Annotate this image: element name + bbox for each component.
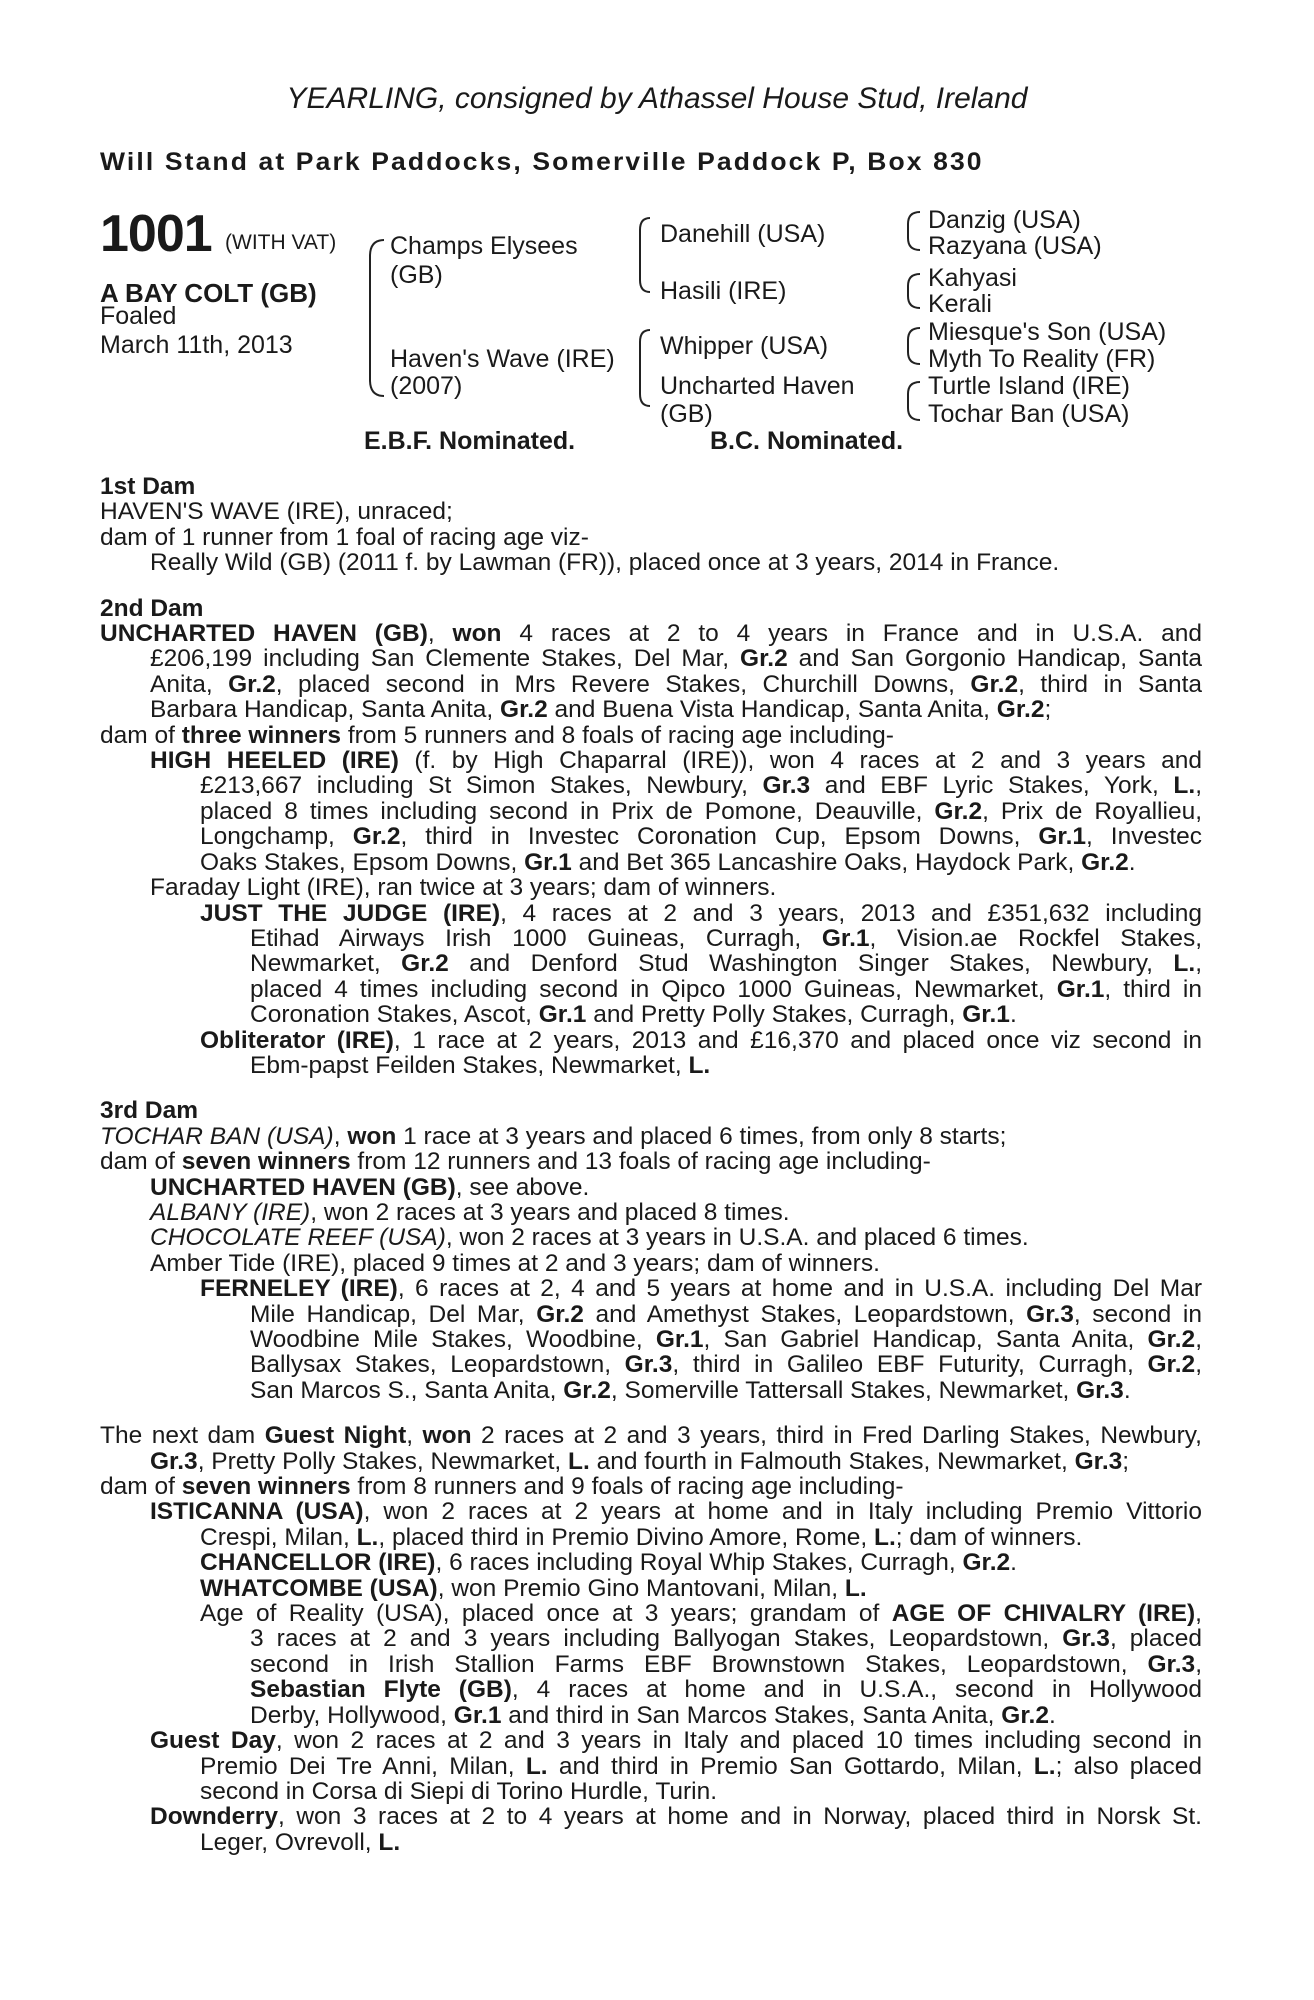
gen3-4: Kerali: [928, 290, 992, 318]
gen3-1: Danzig (USA): [928, 206, 1081, 234]
first-dam-line: HAVEN'S WAVE (IRE), unraced;: [100, 498, 453, 526]
foaled-label: Foaled: [100, 302, 177, 330]
gen3-5: Miesque's Son (USA): [928, 318, 1167, 346]
catalogue-body: [100, 474, 1202, 1855]
second-dam-line: Longchamp, Gr.2, third in Investec Coronation Cup, Epsom Downs, Gr.1, Investec: [200, 823, 1203, 851]
sire-dam: Hasili (IRE): [660, 277, 787, 305]
lot-title: A BAY COLT (GB): [100, 278, 317, 308]
next-dam-line: second in Irish Stallion Farms EBF Brownstown Stakes, Leopardstown, Gr.3,: [250, 1650, 1202, 1678]
second-dam-line: Newmarket, Gr.2 and Denford Stud Washington Singer Stakes, Newbury, L.,: [250, 950, 1202, 978]
next-dam-line: 3 races at 2 and 3 years including Ballyogan Stakes, Leopardstown, Gr.3, placed: [250, 1625, 1202, 1653]
third-dam-line: FERNELEY (IRE), 6 races at 2, 4 and 5 years at home and in U.S.A. including Del Mar: [200, 1275, 1202, 1303]
sire-sire: Danehill (USA): [660, 220, 826, 248]
page-subtitle: YEARLING, consigned by Athassel House Stud, Ireland: [286, 82, 1028, 115]
gen3-3: Kahyasi: [928, 264, 1017, 292]
vat-note: (WITH VAT): [225, 231, 337, 254]
sire-name: Champs Elysees: [390, 232, 578, 260]
bc-nomination: B.C. Nominated.: [710, 427, 904, 455]
next-dam-line: Leger, Ovrevoll, L.: [200, 1828, 401, 1856]
second-dam-line: UNCHARTED HAVEN (GB), won 4 races at 2 to 4 years in France and in U.S.A. and: [100, 620, 1202, 648]
next-dam-line: Gr.3, Pretty Polly Stakes, Newmarket, L. and fourth in Falmouth Stakes, Newmarket, Gr.3;: [150, 1447, 1130, 1475]
second-dam-line: Faraday Light (IRE), ran twice at 3 years; dam of winners.: [150, 874, 777, 902]
next-dam-line: Age of Reality (USA), placed once at 3 years; grandam of AGE OF CHIVALRY (IRE),: [200, 1600, 1202, 1628]
third-dam-line: UNCHARTED HAVEN (GB), see above.: [150, 1173, 590, 1201]
bracket-gen3-b: [908, 274, 920, 308]
gen3-8: Tochar Ban (USA): [928, 400, 1130, 428]
third-dam-line: San Marcos S., Santa Anita, Gr.2, Somerville Tattersall Stakes, Newmarket, Gr.3.: [250, 1376, 1131, 1404]
second-dam-line: Oaks Stakes, Epsom Downs, Gr.1 and Bet 365 Lancashire Oaks, Haydock Park, Gr.2.: [200, 848, 1136, 876]
next-dam-line: Sebastian Flyte (GB), 4 races at home and in U.S.A., second in Hollywood: [250, 1676, 1202, 1704]
next-dam-line: Downderry, won 3 races at 2 to 4 years at home and in Norway, placed third in Norsk St.: [150, 1803, 1202, 1831]
dam-sire: Whipper (USA): [660, 332, 829, 360]
lot-number: 1001: [100, 205, 212, 263]
foaled-date: March 11th, 2013: [100, 331, 293, 359]
next-dam-line: The next dam Guest Night, won 2 races at 2 and 3 years, third in Fred Darling Stakes, Newbury,: [100, 1422, 1202, 1450]
second-dam-line: Barbara Handicap, Santa Anita, Gr.2 and Buena Vista Handicap, Santa Anita, Gr.2;: [150, 696, 1052, 724]
second-dam-line: £213,667 including St Simon Stakes, Newbury, Gr.3 and EBF Lyric Stakes, York, L.,: [200, 772, 1202, 800]
sire-origin: (GB): [390, 261, 443, 289]
first-dam-heading: 1st Dam: [100, 473, 196, 500]
next-dam-line: Crespi, Milan, L., placed third in Premio Divino Amore, Rome, L.; dam of winners.: [200, 1523, 1083, 1551]
gen3-7: Turtle Island (IRE): [928, 372, 1130, 400]
ebf-nomination: E.B.F. Nominated.: [364, 427, 576, 455]
next-dam-line: WHATCOMBE (USA), won Premio Gino Mantovani, Milan, L.: [200, 1574, 867, 1602]
next-dam-line: Guest Day, won 2 races at 2 and 3 years in Italy and placed 10 times including second in: [150, 1727, 1202, 1755]
third-dam-heading: 3rd Dam: [100, 1097, 199, 1125]
stand-location: Will Stand at Park Paddocks, Somerville Paddock P, Box 830: [100, 148, 984, 176]
next-dam-line: Premio Dei Tre Anni, Milan, L. and third in Premio San Gottardo, Milan, L.; also placed: [200, 1752, 1203, 1780]
second-dam-line: Coronation Stakes, Ascot, Gr.1 and Pretty Polly Stakes, Curragh, Gr.1.: [250, 1001, 1017, 1029]
dam-year: (2007): [390, 372, 463, 400]
bracket-gen3-d: [908, 382, 920, 420]
gen3-2: Razyana (USA): [928, 232, 1102, 260]
next-dam-line: second in Corsa di Siepi di Torino Hurdle, Turin.: [200, 1777, 718, 1805]
third-dam-line: Woodbine Mile Stakes, Woodbine, Gr.1, San Gabriel Handicap, Santa Anita, Gr.2,: [250, 1326, 1202, 1353]
second-dam-line: Etihad Airways Irish 1000 Guineas, Curragh, Gr.1, Vision.ae Rockfel Stakes,: [250, 924, 1202, 952]
third-dam-line: Amber Tide (IRE), placed 9 times at 2 and 3 years; dam of winners.: [150, 1249, 880, 1277]
third-dam-line: ALBANY (IRE), won 2 races at 3 years and placed 8 times.: [150, 1198, 790, 1226]
bracket-gen3-c: [908, 328, 920, 364]
second-dam-line: placed 8 times including second in Prix de Pomone, Deauville, Gr.2, Prix de Royallieu,: [200, 797, 1202, 825]
third-dam-line: TOCHAR BAN (USA), won 1 race at 3 years and placed 6 times, from only 8 starts;: [100, 1122, 1007, 1150]
first-dam-line: dam of 1 runner from 1 foal of racing age viz-: [100, 523, 589, 551]
first-dam-produce: Really Wild (GB) (2011 f. by Lawman (FR)), placed once at 3 years, 2014 in France.: [150, 549, 1060, 577]
second-dam-line: HIGH HEELED (IRE) (f. by High Chaparral (IRE)), won 4 races at 2 and 3 years and: [150, 747, 1202, 775]
second-dam-line: Ebm-papst Feilden Stakes, Newmarket, L.: [250, 1051, 711, 1079]
second-dam-line: dam of three winners from 5 runners and 8 foals of racing age including-: [100, 721, 894, 749]
dam-dam-origin: (GB): [660, 400, 713, 428]
next-dam-line: CHANCELLOR (IRE), 6 races including Royal Whip Stakes, Curragh, Gr.2.: [200, 1549, 1017, 1577]
next-dam-line: ISTICANNA (USA), won 2 races at 2 years at home and in Italy including Premio Vittorio: [150, 1498, 1202, 1526]
third-dam-line: Ballysax Stakes, Leopardstown, Gr.3, third in Galileo EBF Futurity, Curragh, Gr.2,: [250, 1351, 1202, 1379]
dam-dam: Uncharted Haven: [660, 372, 855, 400]
next-dam-line: Derby, Hollywood, Gr.1 and third in San Marcos Stakes, Santa Anita, Gr.2.: [250, 1701, 1056, 1729]
second-dam-line: £206,199 including San Clemente Stakes, Del Mar, Gr.2 and San Gorgonio Handicap, Santa: [150, 645, 1203, 673]
dam-name: Haven's Wave (IRE): [390, 345, 615, 373]
third-dam-line: CHOCOLATE REEF (USA), won 2 races at 3 years in U.S.A. and placed 6 times.: [150, 1224, 1029, 1252]
second-dam-heading: 2nd Dam: [100, 594, 204, 622]
next-dam-line: dam of seven winners from 8 runners and 9 foals of racing age including-: [100, 1473, 904, 1501]
second-dam-line: Obliterator (IRE), 1 race at 2 years, 2013 and £16,370 and placed once viz second in: [200, 1026, 1202, 1054]
second-dam-line: placed 4 times including second in Qipco 1000 Guineas, Newmarket, Gr.1, third in: [250, 975, 1202, 1003]
third-dam-line: dam of seven winners from 12 runners and 13 foals of racing age including-: [100, 1148, 931, 1176]
bracket-gen2-sire: [640, 218, 650, 292]
bracket-gen1: [370, 240, 384, 396]
bracket-gen2-dam: [640, 330, 650, 406]
bracket-gen3-a: [908, 212, 920, 250]
gen3-6: Myth To Reality (FR): [928, 345, 1156, 373]
second-dam-line: Anita, Gr.2, placed second in Mrs Revere Stakes, Churchill Downs, Gr.2, third in Santa: [150, 670, 1202, 698]
third-dam-line: Mile Handicap, Del Mar, Gr.2 and Amethyst Stakes, Leopardstown, Gr.3, second in: [250, 1300, 1202, 1328]
second-dam-line: JUST THE JUDGE (IRE), 4 races at 2 and 3 years, 2013 and £351,632 including: [200, 899, 1202, 927]
